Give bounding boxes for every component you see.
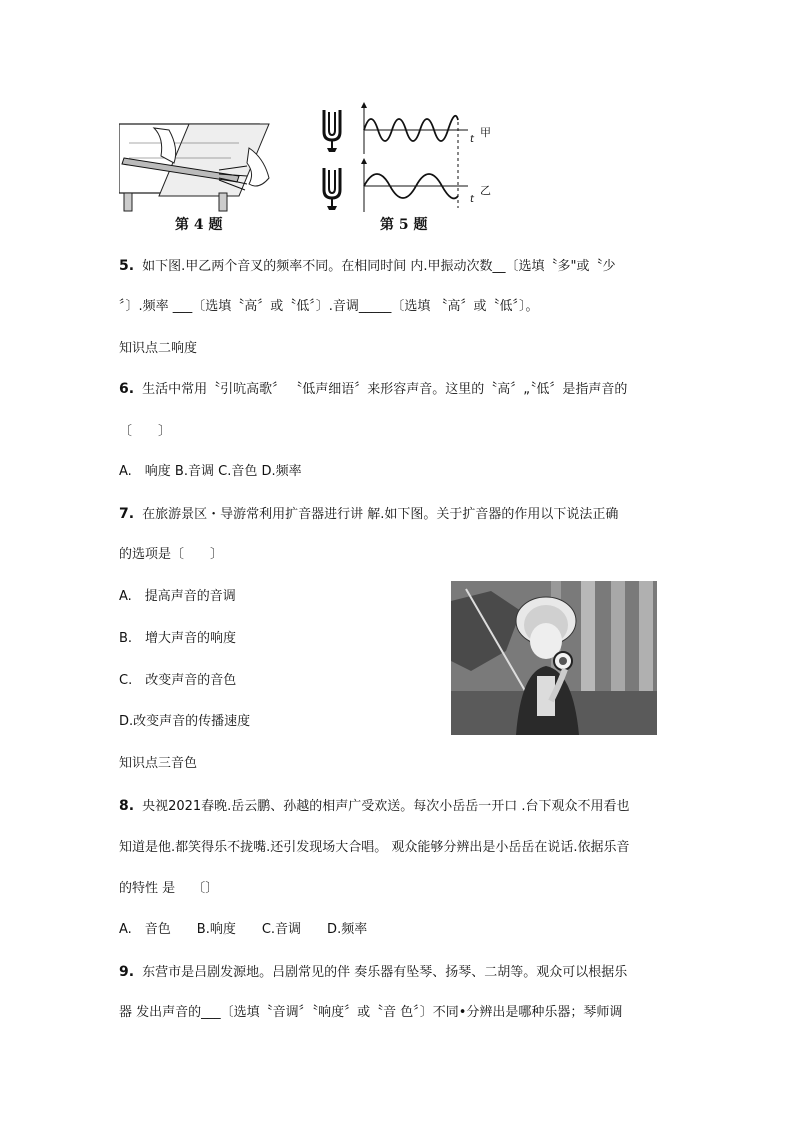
q7-option-d: D.改变声音的传播速度 [119, 714, 251, 729]
q7-number: 7. [119, 506, 135, 522]
q7-option-c: C. 改变声音的音色 [119, 673, 237, 688]
figure-5-caption: 第 5 题 [380, 217, 428, 233]
q5-text-1: 如下图.甲乙两个音叉的频率不同。在相同时间 内.甲振动次数__〔选填〝多"或〝少 [142, 259, 616, 274]
q7-line-2: 的选项是〔 〕 [119, 547, 224, 562]
q7-option-b: B. 增大声音的响度 [119, 631, 237, 646]
q9-line-1 [119, 963, 627, 982]
axis-t-label-1: t [470, 134, 474, 145]
q9-text-1: 东营市是吕剧发源地。吕剧常见的伴 奏乐器有坠琴、扬琴、二胡等。观众可以根据乐 [142, 965, 628, 980]
tour-guide-megaphone-photo [451, 581, 657, 735]
q8-line-1 [119, 797, 630, 816]
figure-4-caption: 第 4 题 [175, 217, 223, 233]
q8-text-1: 央视2021春晚.岳云鹏、孙越的相声广受欢送。每次小岳岳一开口 .台下观众不用看也 [142, 799, 630, 814]
q6-text-1: 生活中常用〝引吭高歌〞 〝低声细语〞来形容声音。这里的〝高〞„〝低〞是指声音的 [142, 382, 628, 397]
section-heading-loudness: 知识点二响度 [119, 341, 198, 356]
section-heading-timbre: 知识点三音色 [119, 756, 198, 771]
q7-text-1: 在旅游景区・导游常利用扩音器进行讲 解.如下图。关于扩音器的作用以下说法正确 [142, 507, 619, 522]
q5-number: 5. [119, 258, 135, 274]
q5-line-1 [119, 257, 615, 276]
q8-line-3: 的特性 是 〔〕 [119, 881, 219, 896]
q6-options: A. 响度 B.音调 C.音色 D.频率 [119, 464, 302, 479]
q8-options: A. 音色 B.响度 C.音调 D.频率 [119, 922, 368, 937]
q6-number: 6. [119, 381, 135, 397]
q8-line-2: 知道是他.都笑得乐不拢嘴.还引发现场大合唱。 观众能够分辨出是小岳岳在说话.依据乐音 [119, 840, 630, 855]
q5-line-2: 〞〕.频率 ___〔选填〝高〞或〝低〞〕.音调_____〔选填 〝高〞或〝低〞〕。 [119, 299, 539, 314]
guide-photo-drawing [451, 581, 657, 735]
q9-number: 9. [119, 964, 135, 980]
wave-label-yi: 乙 [480, 184, 491, 197]
q6-line-1 [119, 380, 627, 399]
q7-option-a: A. 提高声音的音调 [119, 589, 236, 604]
q9-line-2: 器 发出声音的___〔选填〝音调〞〝响度〞或〝音 色〞〕不同•分辨出是哪种乐器；琴师调 [119, 1005, 623, 1020]
ruler-on-table-drawing [119, 118, 289, 213]
figure-4-ruler-illustration [119, 118, 289, 213]
q8-number: 8. [119, 798, 135, 814]
q6-line-2: 〔 〕 [119, 424, 172, 439]
axis-t-label-2: t [470, 194, 474, 205]
wave-label-jia: 甲 [480, 126, 491, 139]
q7-line-1 [119, 505, 618, 524]
